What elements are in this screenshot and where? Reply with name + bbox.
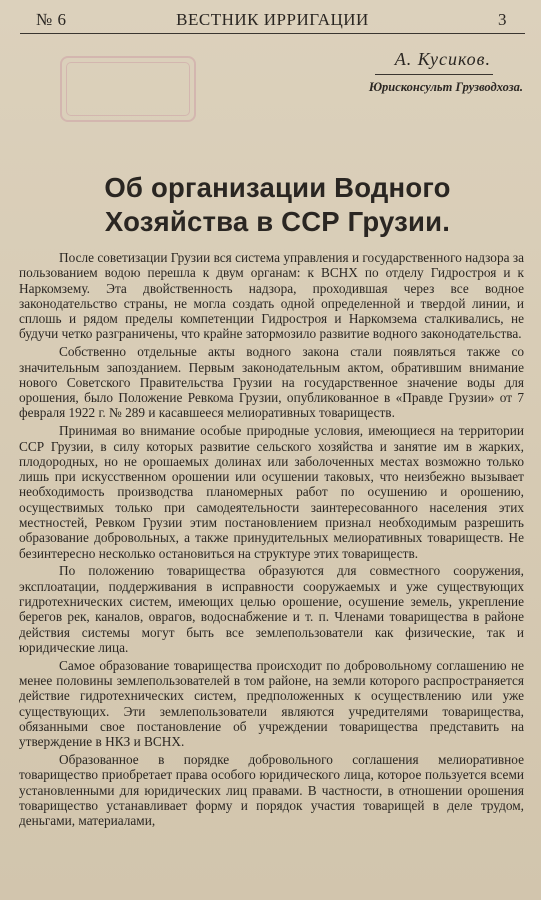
paragraph-6: Образованное в порядке добровольного соглашения мелиоративное товарищество приобретает права особого юридического лица, которое пользуется всеми установленными для юридических лиц правами. В частности, в отношении орошения товарищество устанавливает форму и порядок участия товарищей в деле трудом, деньгами, материалами, bbox=[19, 752, 524, 829]
paragraph-4: По положению товарищества образуются для совместного сооружения, эксплоатации, поддерживания в исправности сооружаемых и уже существующих гидротехнических систем, имеющих целью орошение, осушение земель, укрепление берегов рек, каналов, оврагов, водоснабжение и т. п. Членами товарищества в районе действия системы могут быть все землепользователи как физические, так и юридические лица. bbox=[19, 563, 524, 655]
paragraph-1: После советизации Грузии вся система управления и государственного надзора за пользованием водою перешла к двум органам: к ВСНХ по отделу Гидростроя и к Наркомзему. Эта двойственность надзора, проходившая через все водное законодательство страны, не могла создать одной определенной и твердой линии, и сплошь и рядом пределы компетенции Гидростроя и Наркомзема сталкивались, не будучи четко разграничены, что крайне затормозило развитие водного законодательства. bbox=[19, 250, 524, 342]
article-title: Об организации Водного Хозяйства в ССР Грузии. bbox=[104, 172, 451, 237]
issue-number: № 6 bbox=[36, 10, 67, 29]
library-stamp-icon bbox=[60, 56, 196, 122]
article-body bbox=[19, 250, 524, 831]
author-underline bbox=[375, 74, 493, 75]
library-stamp-inner-border bbox=[66, 62, 190, 116]
page-header bbox=[20, 8, 525, 32]
paragraph-3: Принимая во внимание особые природные условия, имеющиеся на территории ССР Грузии, в силу которых развитие сельского хозяйства и занятие им в жарких, плодородных, но не орошаемых долинах или заболоченных местах возможно только лишь при искусственном орошении или осушении таковых, что неизбежно вызывает необходимость производства планомерных работ по осушению и орошению, осуществимых только при самодеятельности заинтересованного населения этих местностей, Ревком Грузии этим постановлением признал необходимым разрешить образование добровольных, а также принудительных мелиоративных товариществ. Не безинтересно несколько остановиться на структуре этих товариществ. bbox=[19, 423, 524, 561]
page-number: 3 bbox=[498, 10, 507, 29]
header-rule bbox=[20, 33, 525, 34]
paragraph-2: Собственно отдельные акты водного закона стали появляться также со значительным запозданием. Первым законодательным актом, обратившим внимание нового Советского Правительства Грузии на государственное значение воды для орошения, было Положение Ревкома Грузии, опубликованное в «Правде Грузии» от 7 февраля 1922 г. № 289 и касавшееся мелиоративных товариществ. bbox=[19, 344, 524, 421]
author-position: Юрисконсульт Грузводхоза. bbox=[368, 80, 523, 94]
author-name: А. Кусиков. bbox=[394, 49, 491, 69]
journal-title: ВЕСТНИК ИРРИГАЦИИ bbox=[176, 10, 369, 29]
paragraph-5: Самое образование товарищества происходит по добровольному соглашению не менее половины землепользователей в том районе, на земли которого распространяется действие гидротехнических систем, предположенных к осуществлению или уже существующих. Эти землепользователи являются учредителями товарищества, обязанными свое постановление об учреждении товарищества представить на утверждение в НКЗ и ВСНХ. bbox=[19, 657, 524, 750]
